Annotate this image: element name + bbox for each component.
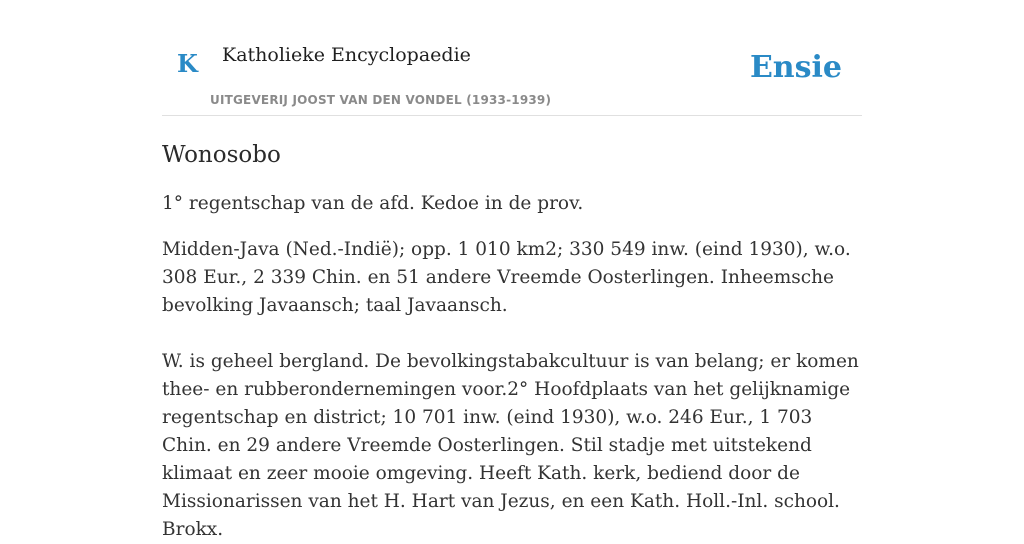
- ensie-logo[interactable]: Ensie: [749, 50, 842, 85]
- publisher-label: UITGEVERIJ JOOST VAN DEN VONDEL (1933-1939): [210, 93, 552, 107]
- article-paragraph-2: Midden-Java (Ned.-Indië); opp. 1 010 km2; 330 549 inw. (eind 1930), w.o. 308 Eur., 2 339 Chin. en 51 andere Vreemde Oosterlingen. Inheemsche bevolking Javaansch; taal Javaansch.: [162, 238, 851, 316]
- article-heading: Wonosobo: [162, 142, 281, 168]
- encyclopedia-title[interactable]: Katholieke Encyclopaedie: [222, 44, 471, 66]
- site-header: [162, 0, 862, 116]
- article: [162, 142, 862, 544]
- page: [162, 0, 862, 540]
- article-paragraph-1: 1° regentschap van de afd. Kedoe in de prov.: [162, 192, 584, 214]
- logo-k-icon[interactable]: K: [177, 49, 198, 78]
- article-paragraph-3: W. is geheel bergland. De bevolkingstabakcultuur is van belang; er komen thee- en rubberondernemingen voor.2° Hoofdplaats van het gelijknamige regentschap en district; 10 701 inw. (eind 1930), w.o. 246 Eur., 1 703 Chin. en 29 andere Vreemde Oosterlingen. Stil stadje met uitstekend klimaat en zeer mooie omgeving. Heeft Kath. kerk, bediend door de Missionarissen van het H. Hart van Jezus, en een Kath. Holl.-Inl. school. Brokx.: [162, 350, 859, 540]
